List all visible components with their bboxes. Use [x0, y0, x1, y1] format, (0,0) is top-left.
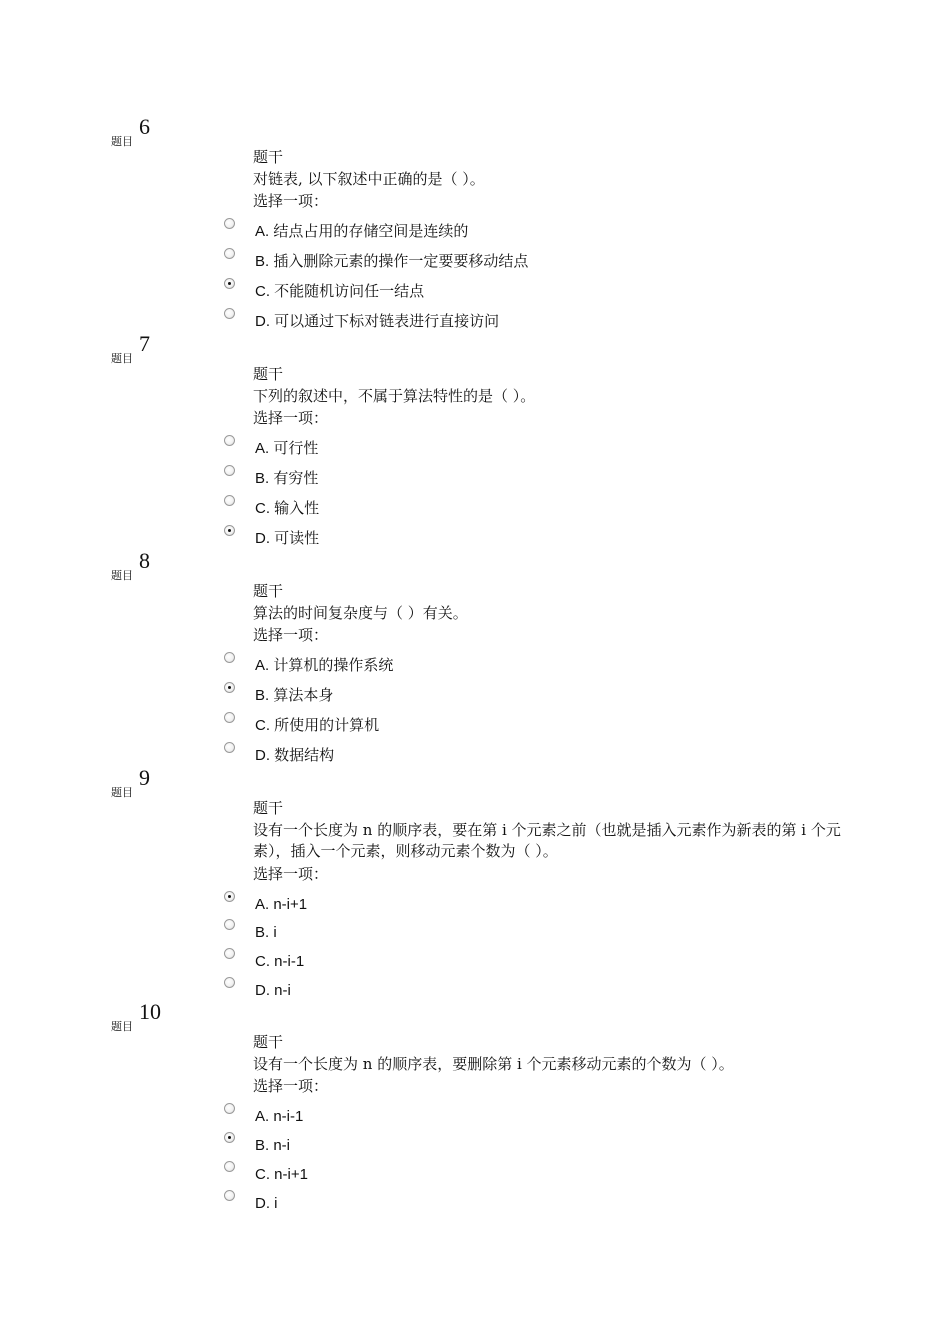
option-label: D. n-i: [255, 982, 291, 999]
radio-button[interactable]: [224, 1190, 235, 1201]
radio-button[interactable]: [224, 948, 235, 959]
option-d[interactable]: [224, 308, 864, 332]
option-b[interactable]: [224, 682, 864, 706]
question-text: 算法的时间复杂度与（ ）有关。: [253, 604, 468, 622]
radio-button[interactable]: [224, 218, 235, 229]
question-label: 题目: [111, 352, 133, 365]
stem-label: 题干: [253, 365, 284, 383]
option-a[interactable]: [224, 891, 864, 915]
radio-button[interactable]: [224, 465, 235, 476]
question-label: 题目: [111, 1020, 133, 1033]
choose-label: 选择一项：: [253, 1077, 329, 1095]
radio-button[interactable]: [224, 1161, 235, 1172]
option-c[interactable]: [224, 495, 864, 519]
option-a[interactable]: [224, 1103, 864, 1127]
radio-button[interactable]: [224, 742, 235, 753]
choose-label: 选择一项：: [253, 192, 329, 210]
question-text: 下列的叙述中，不属于算法特性的是（ ）。: [253, 387, 536, 405]
radio-button-selected[interactable]: [224, 891, 235, 902]
question-text: 设有一个长度为 n 的顺序表，要在第 i 个元素之前（也就是插入元素作为新表的第 i 个元素），插入一个元素，则移动元素个数为（ ）。: [253, 821, 841, 860]
radio-button-selected[interactable]: [224, 1132, 235, 1143]
question-number: 9: [139, 765, 150, 790]
option-c[interactable]: [224, 1161, 864, 1185]
stem-label: 题干: [253, 148, 284, 166]
radio-button[interactable]: [224, 919, 235, 930]
option-c[interactable]: [224, 948, 864, 972]
option-label: C. 所使用的计算机: [255, 717, 380, 734]
option-d[interactable]: [224, 742, 864, 766]
option-a[interactable]: [224, 218, 864, 242]
radio-button[interactable]: [224, 495, 235, 506]
radio-button[interactable]: [224, 712, 235, 723]
option-b[interactable]: [224, 1132, 864, 1156]
question-label: 题目: [111, 569, 133, 582]
option-label: D. i: [255, 1195, 278, 1212]
question-label: 题目: [111, 786, 133, 799]
radio-button[interactable]: [224, 308, 235, 319]
stem-label: 题干: [253, 1033, 284, 1051]
option-label: A. 结点占用的存储空间是连续的: [255, 223, 469, 240]
question-number: 10: [139, 999, 161, 1024]
option-label: A. 计算机的操作系统: [255, 657, 394, 674]
option-a[interactable]: [224, 652, 864, 676]
radio-button-selected[interactable]: [224, 682, 235, 693]
option-label: D. 数据结构: [255, 747, 335, 764]
radio-button-selected[interactable]: [224, 525, 235, 536]
radio-button-selected[interactable]: [224, 278, 235, 289]
option-label: B. n-i: [255, 1137, 291, 1154]
choose-label: 选择一项：: [253, 626, 329, 644]
option-a[interactable]: [224, 435, 864, 459]
stem-label: 题干: [253, 582, 284, 600]
option-b[interactable]: [224, 465, 864, 489]
option-d[interactable]: [224, 1190, 864, 1214]
option-label: C. 不能随机访问任一结点: [255, 283, 425, 300]
option-label: D. 可读性: [255, 530, 320, 547]
question-number: 6: [139, 114, 150, 139]
option-label: A. n-i+1: [255, 896, 308, 913]
radio-button[interactable]: [224, 1103, 235, 1114]
option-label: B. 算法本身: [255, 687, 334, 704]
question-number: 7: [139, 331, 150, 356]
option-label: B. i: [255, 924, 277, 941]
option-label: C. 输入性: [255, 500, 320, 517]
option-c[interactable]: [224, 712, 864, 736]
option-label: B. 有穷性: [255, 470, 319, 487]
option-label: D. 可以通过下标对链表进行直接访问: [255, 313, 500, 330]
option-b[interactable]: [224, 248, 864, 272]
option-label: B. 插入删除元素的操作一定要要移动结点: [255, 253, 529, 270]
stem-label: 题干: [253, 799, 284, 817]
option-label: C. n-i+1: [255, 1166, 308, 1183]
option-label: A. n-i-1: [255, 1108, 304, 1125]
radio-button[interactable]: [224, 248, 235, 259]
question-label: 题目: [111, 135, 133, 148]
question-number: 8: [139, 548, 150, 573]
choose-label: 选择一项：: [253, 865, 329, 883]
option-b[interactable]: [224, 919, 864, 943]
radio-button[interactable]: [224, 652, 235, 663]
question-text: 对链表, 以下叙述中正确的是（ ）。: [253, 170, 485, 188]
option-label: C. n-i-1: [255, 953, 305, 970]
option-c[interactable]: [224, 278, 864, 302]
option-d[interactable]: [224, 525, 864, 549]
option-label: A. 可行性: [255, 440, 319, 457]
option-d[interactable]: [224, 977, 864, 1001]
choose-label: 选择一项：: [253, 409, 329, 427]
question-text: 设有一个长度为 n 的顺序表，要删除第 i 个元素移动元素的个数为（ ）。: [253, 1055, 734, 1073]
radio-button[interactable]: [224, 977, 235, 988]
radio-button[interactable]: [224, 435, 235, 446]
